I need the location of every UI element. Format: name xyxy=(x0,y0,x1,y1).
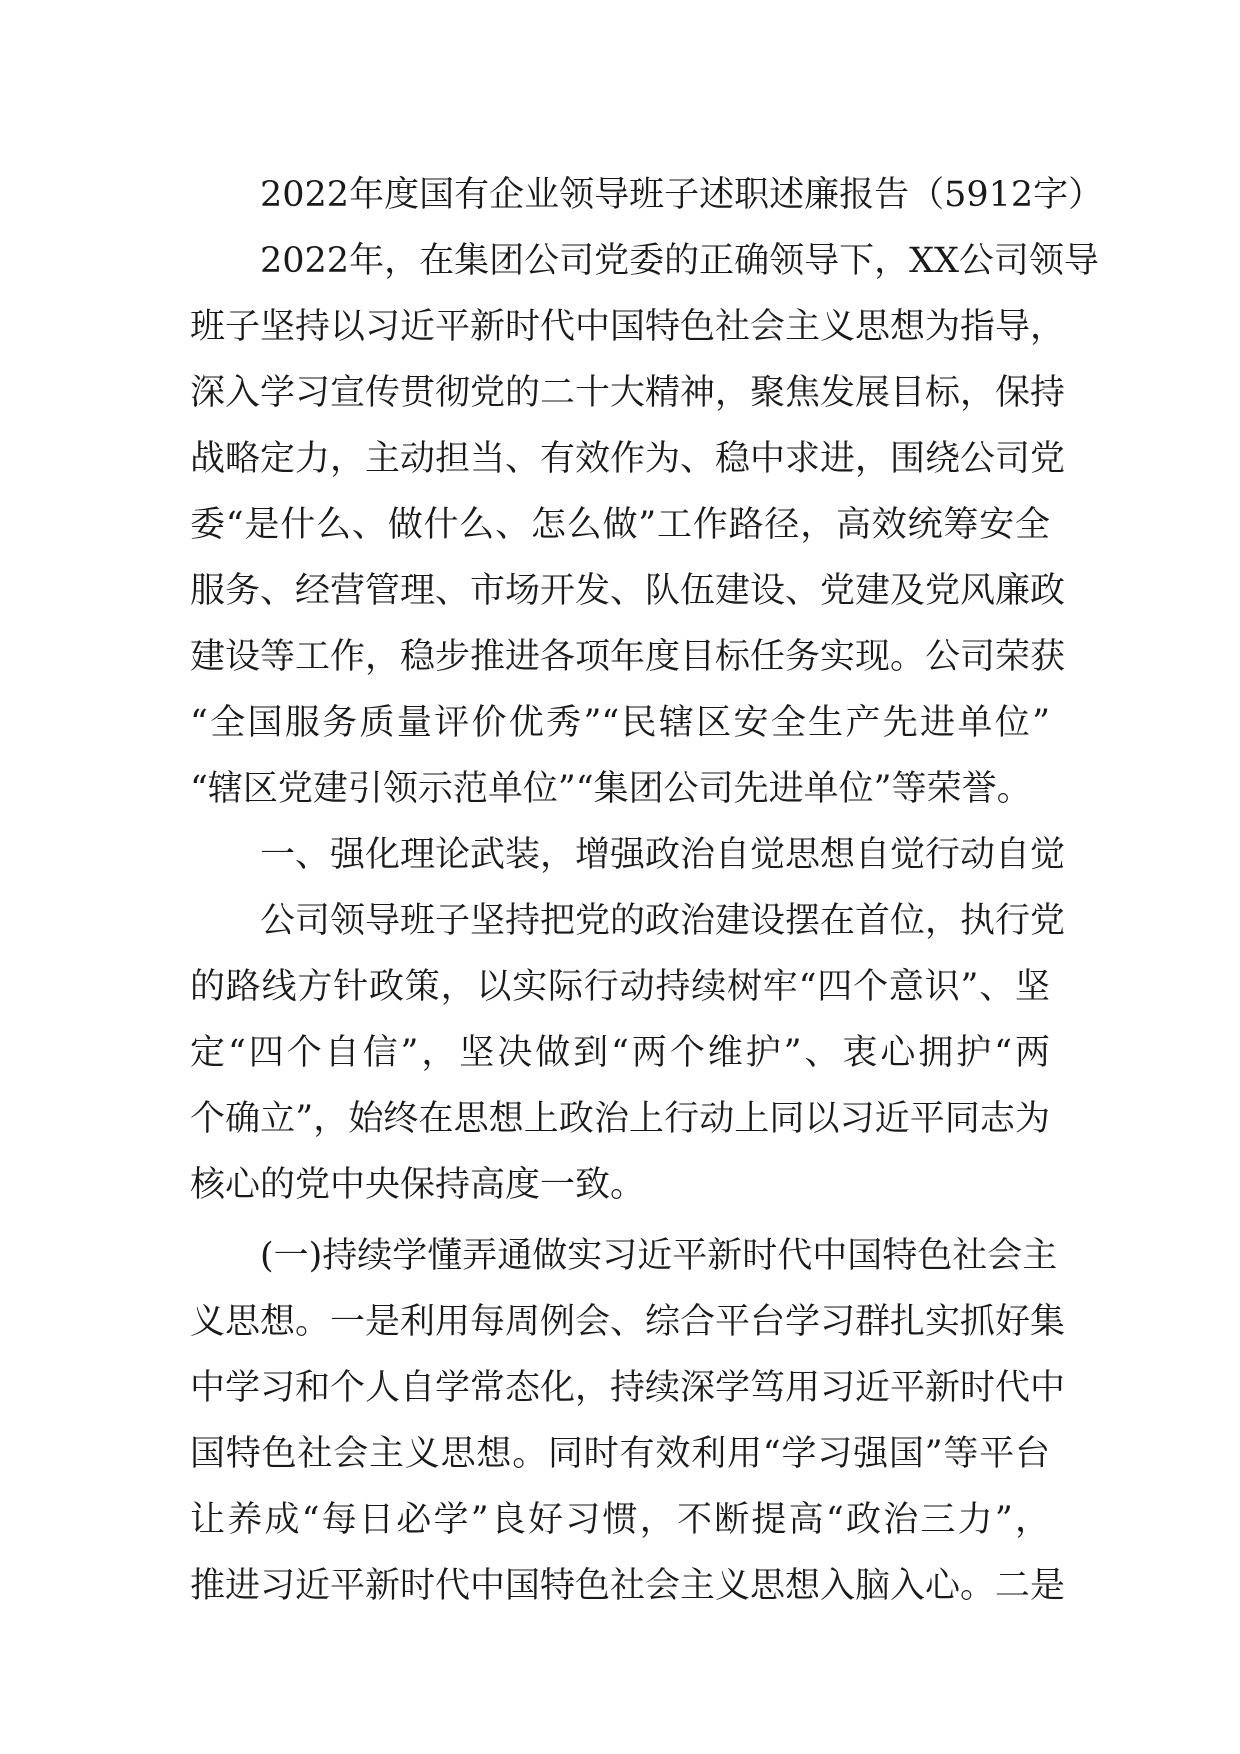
paragraph-line: 委“是什么、做什么、怎么做”工作路径，高效统筹安全 xyxy=(190,505,1050,545)
paragraph-line: “辖区党建引领示范单位”“集团公司先进单位”等荣誉。 xyxy=(190,769,1032,809)
paragraph-line: 服务、经营管理、市场开发、队伍建设、党建及党风廉政 xyxy=(190,571,1066,611)
paragraph-line: 班子坚持以习近平新时代中国特色社会主义思想为指导， xyxy=(190,307,1066,347)
paragraph-line: 让养成“每日必学”良好习惯，不断提高“政治三力”， xyxy=(190,1500,1050,1540)
paragraph-line: 的路线方针政策，以实际行动持续树牢“四个意识”、坚 xyxy=(190,967,1050,1007)
paragraph-line: 定“四个自信”，坚决做到“两个维护”、衷心拥护“两 xyxy=(190,1033,1050,1073)
paragraph-line: 义思想。一是利用每周例会、综合平台学习群扎实抓好集 xyxy=(190,1302,1066,1342)
paragraph-line: 深入学习宣传贯彻党的二十大精神，聚焦发展目标，保持 xyxy=(190,373,1066,413)
paragraph-line: 核心的党中央保持高度一致。 xyxy=(190,1165,646,1205)
paragraph-line: 个确立”，始终在思想上政治上行动上同以习近平同志为 xyxy=(190,1099,1050,1139)
paragraph-line: 2022年，在集团公司党委的正确领导下，XX公司领导 xyxy=(260,241,1099,281)
paragraph-line: 建设等工作，稳步推进各项年度目标任务实现。公司荣获 xyxy=(190,637,1066,677)
paragraph-line: 公司领导班子坚持把党的政治建设摆在首位，执行党 xyxy=(260,901,1066,941)
subsection-line: (一)持续学懂弄通做实习近平新时代中国特色社会主 xyxy=(260,1236,1058,1276)
paragraph-line: 推进习近平新时代中国特色社会主义思想入脑入心。二是 xyxy=(190,1566,1066,1606)
section-heading: 一、强化理论武装，增强政治自觉思想自觉行动自觉 xyxy=(260,835,1066,875)
paragraph-line: 国特色社会主义思想。同时有效利用“学习强国”等平台 xyxy=(190,1434,1050,1474)
paragraph-line: 中学习和个人自学常态化，持续深学笃用习近平新时代中 xyxy=(190,1368,1066,1408)
paragraph-line: 战略定力，主动担当、有效作为、稳中求进，围绕公司党 xyxy=(190,439,1066,479)
document-title: 2022年度国有企业领导班子述职述廉报告（5912字） xyxy=(260,175,1104,215)
paragraph-line: “全国服务质量评价优秀”“民辖区安全生产先进单位” xyxy=(190,703,1050,743)
